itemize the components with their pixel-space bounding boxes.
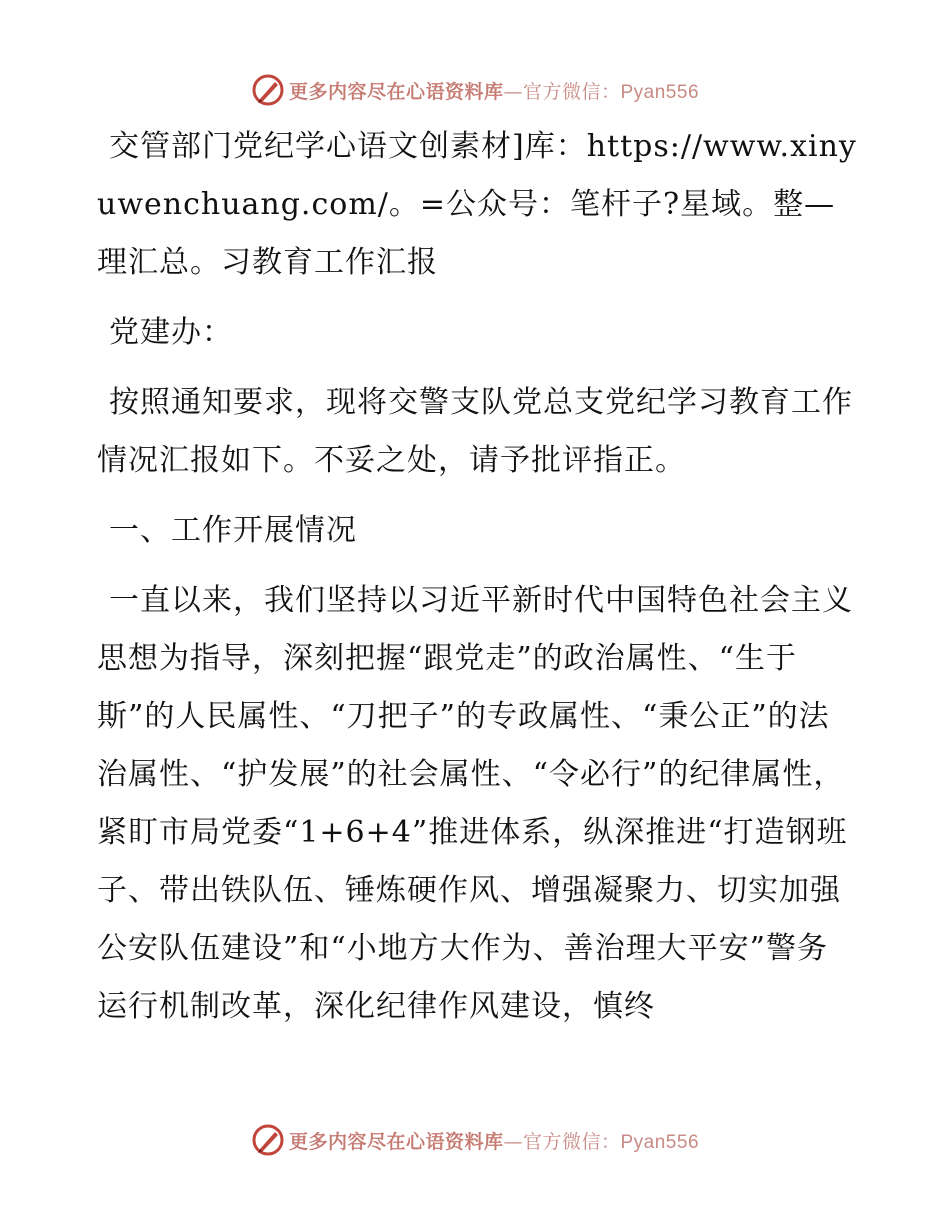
pen-logo-icon xyxy=(251,1123,285,1157)
header-watermark xyxy=(0,70,950,110)
watermark-group xyxy=(251,73,699,107)
watermark-text xyxy=(289,77,699,104)
watermark-group xyxy=(251,1123,699,1157)
watermark-suffix: 官方微信： xyxy=(522,80,621,103)
addressee-paragraph: 党建办： xyxy=(109,315,233,350)
spacer xyxy=(97,490,857,502)
spacer xyxy=(97,292,857,304)
document-body xyxy=(97,118,857,1036)
spacer xyxy=(97,560,857,572)
watermark-suffix: 官方微信： xyxy=(522,1130,621,1153)
section-heading: 一、工作开展情况 xyxy=(109,513,357,548)
watermark-brand: 更多内容尽在心语资料库 xyxy=(288,1130,504,1153)
body-paragraph: 一直以来，我们坚持以习近平新时代中国特色社会主义思想为指导，深刻把握“跟党走”的政治属性、“生于斯”的人民属性、“刀把子”的专政属性、“秉公正”的法治属性、“护发展”的社会属性、“令必行”的纪律属性，紧盯市局党委“1+6+4”推进体系，纵深推进“打造钢班子、带出铁队伍、锤炼硬作风、增强凝聚力、切实加强公安队伍建设”和“小地方大作为、善治理大平安”警务运行机制改革，深化纪律作风建设，慎终 xyxy=(97,583,853,1024)
watermark-text xyxy=(289,1127,699,1154)
footer-watermark xyxy=(0,1120,950,1160)
watermark-dash: — xyxy=(503,1130,523,1153)
watermark-wechat-id: Pyan556 xyxy=(620,81,700,103)
pen-logo-icon xyxy=(251,73,285,107)
spacer xyxy=(97,362,857,374)
title-paragraph: 交管部门党纪学心语文创素材]库：https://www.xinyuwenchuang.com/。=公众号：笔杆子?星域。整—理汇总。习教育工作汇报 xyxy=(97,129,857,280)
watermark-wechat-id: Pyan556 xyxy=(620,1131,700,1153)
watermark-dash: — xyxy=(503,80,523,103)
watermark-brand: 更多内容尽在心语资料库 xyxy=(288,80,504,103)
intro-paragraph: 按照通知要求，现将交警支队党总支党纪学习教育工作情况汇报如下。不妥之处，请予批评指正。 xyxy=(97,385,853,478)
